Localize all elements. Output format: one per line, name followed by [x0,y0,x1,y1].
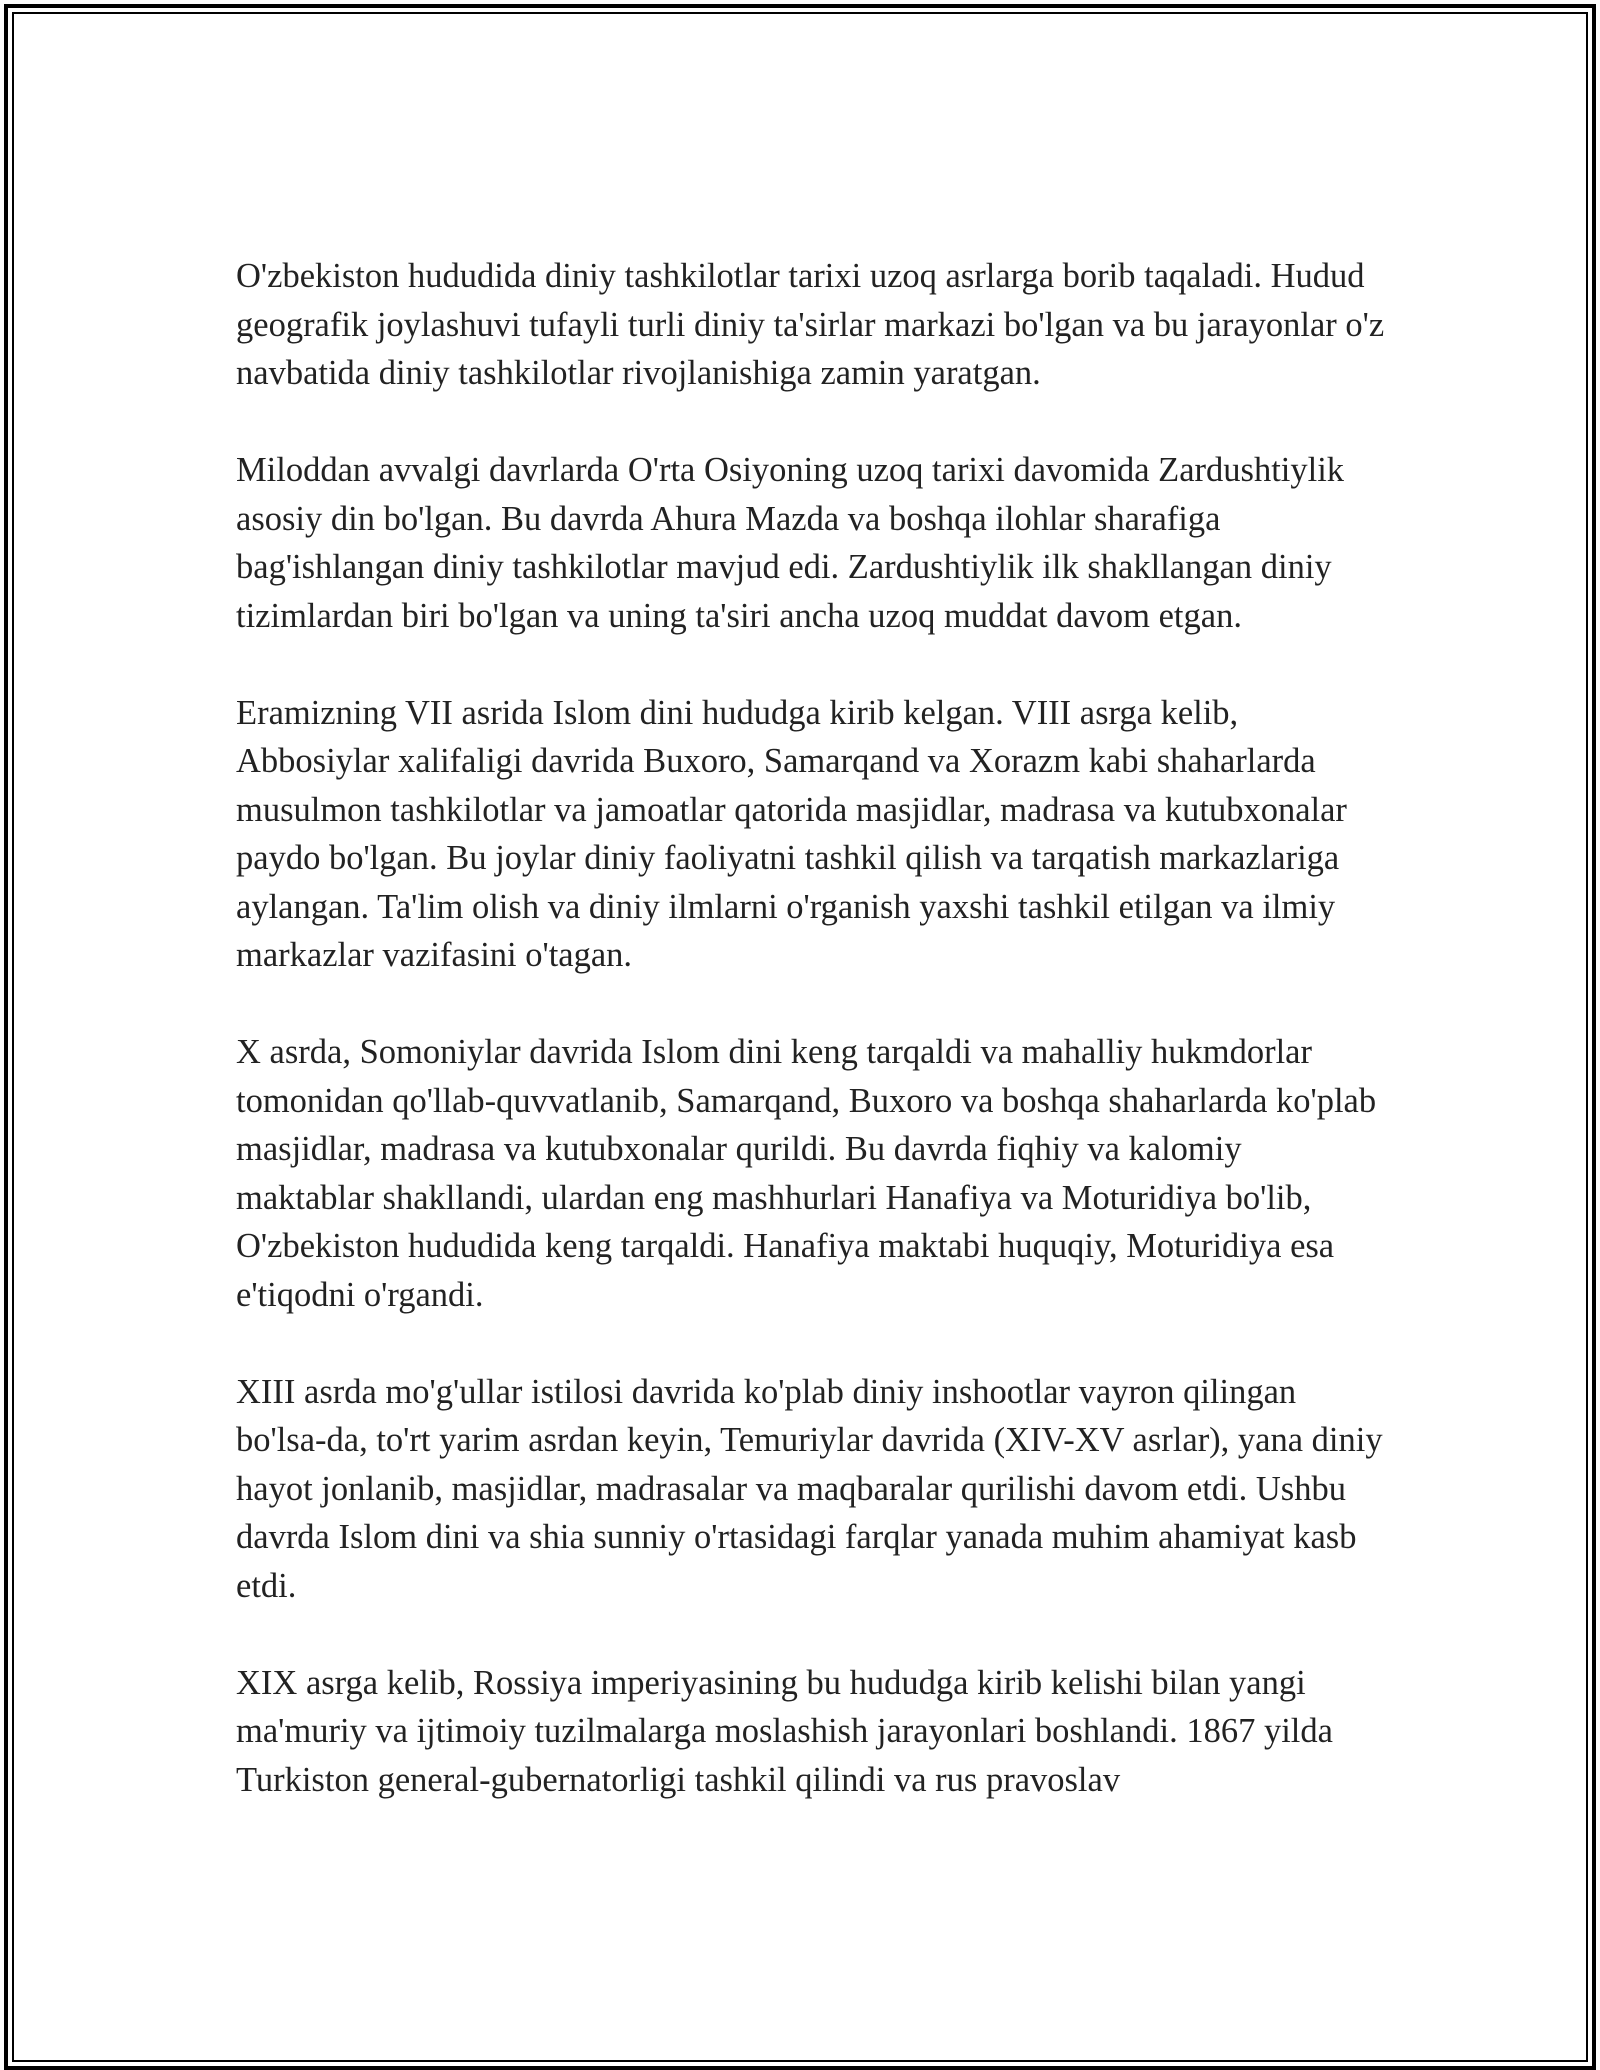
paragraph: O'zbekiston hududida diniy tashkilotlar tarixi uzoq asrlarga borib taqaladi. Hudud geografik joylashuvi tufayli turli diniy ta'sirlar markazi bo'lgan va bu jarayonlar o'z navbatida diniy tashkilotlar rivojlanishiga zamin yaratgan. [236,257,1385,392]
paragraph: Miloddan avvalgi davrlarda O'rta Osiyoning uzoq tarixi davomida Zardushtiylik asosiy din bo'lgan. Bu davrda Ahura Mazda va boshqa ilohlar sharafiga bag'ishlangan diniy tashkilotlar mavjud edi. Zardushtiylik ilk shakllangan diniy tizimlardan biri bo'lgan va uning ta'siri ancha uzoq muddat davom etgan. [236,451,1345,635]
paragraph: Eramizning VII asrida Islom dini hududga kirib kelgan. VIII asrga kelib, Abbosiylar xalifaligi davrida Buxoro, Samarqand va Xorazm kabi shaharlarda musulmon tashkilotlar va jamoatlar qatorida masjidlar, madrasa va kutubxonalar paydo bo'lgan. Bu joylar diniy faoliyatni tashkil qilish va tarqatish markazlariga aylangan. Ta'lim olish va diniy ilmlarni o'rganish yaxshi tashkil etilgan va ilmiy markazlar vazifasini o'tagan. [236,693,1347,974]
document-body [236,252,1386,1853]
paragraph: XIX asrga kelib, Rossiya imperiyasining bu hududga kirib kelishi bilan yangi ma'muriy va ijtimoiy tuzilmalarga moslashish jarayonlari boshlandi. 1867 yilda Turkiston general-gubernatorligi tashkil qilindi va rus pravoslav [236,1663,1333,1799]
paragraph: X asrda, Somoniylar davrida Islom dini keng tarqaldi va mahalliy hukmdorlar tomonidan qo'llab-quvvatlanib, Samarqand, Buxoro va boshqa shaharlarda ko'plab masjidlar, madrasa va kutubxonalar qurildi. Bu davrda fiqhiy va kalomiy maktablar shakllandi, ulardan eng mashhurlari Hanafiya va Moturidiya bo'lib, O'zbekiston hududida keng tarqaldi. Hanafiya maktabi huquqiy, Moturidiya esa e'tiqodni o'rgandi. [236,1033,1377,1314]
paragraph: XIII asrda mo'g'ullar istilosi davrida ko'plab diniy inshootlar vayron qilingan bo'lsa-da, to'rt yarim asrdan keyin, Temuriylar davrida (XIV-XV asrlar), yana diniy hayot jonlanib, masjidlar, madrasalar va maqbaralar qurilishi davom etdi. Ushbu davrda Islom dini va shia sunniy o'rtasidagi farqlar yanada muhim ahamiyat kasb etdi. [236,1372,1383,1605]
